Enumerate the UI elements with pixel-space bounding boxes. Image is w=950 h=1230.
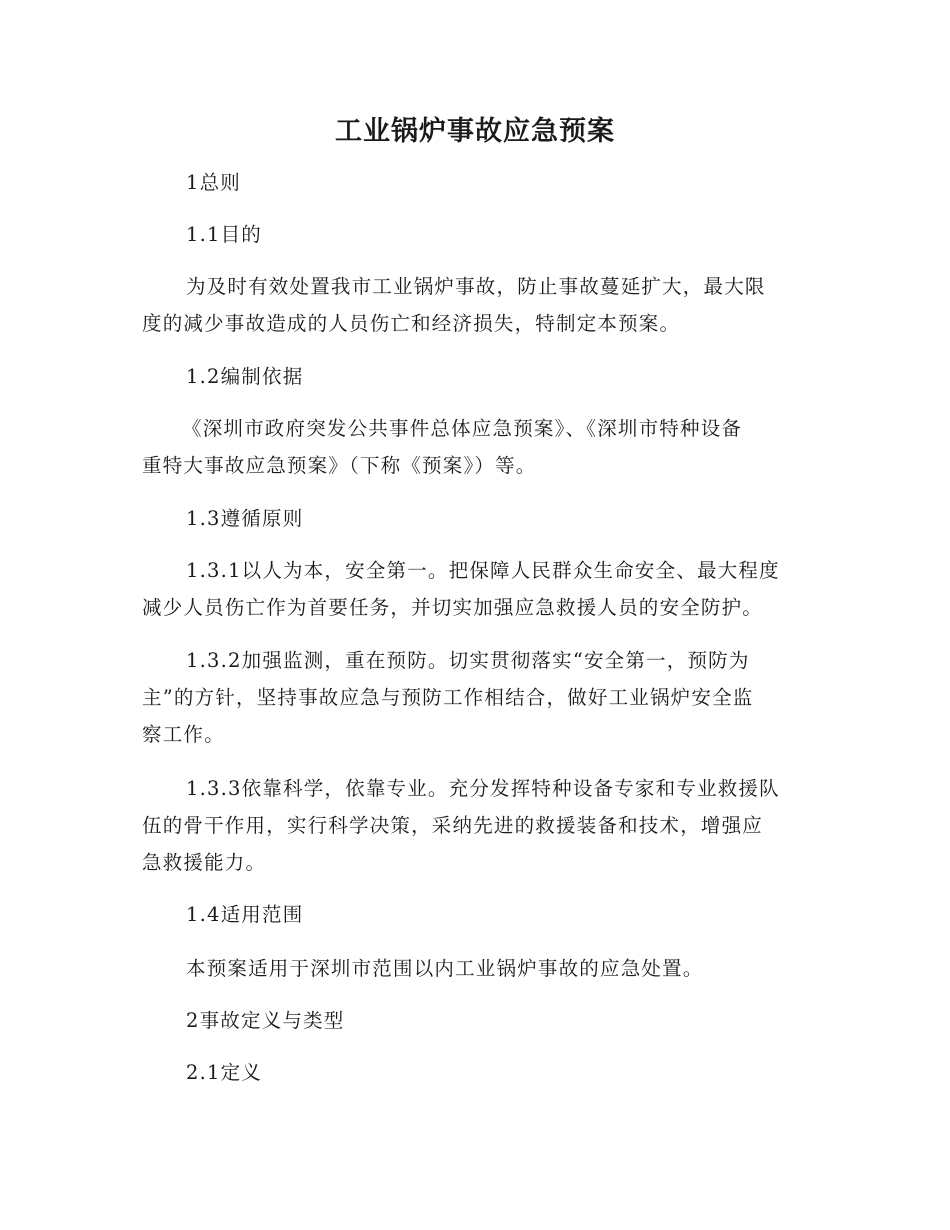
paragraph-line: 重特大事故应急预案》（下称《预案》）等。 (142, 454, 537, 477)
paragraph-line: 1.3.3依靠科学，依靠专业。充分发挥特种设备专家和专业救援队 (186, 777, 780, 800)
heading-text: 1.3遵循原则 (186, 507, 304, 530)
heading-text: 1.4适用范围 (186, 903, 304, 926)
paragraph-line: 本预案适用于深圳市范围以内工业锅炉事故的应急处置。 (186, 957, 704, 980)
heading-text: 1.2编制依据 (186, 365, 304, 388)
document-title: 工业锅炉事故应急预案 (335, 116, 615, 147)
section-heading-1 (142, 164, 810, 201)
paragraph-line: 伍的骨干作用，实行科学决策，采纳先进的救援装备和技术，增强应 (142, 814, 764, 837)
paragraph-principle-1 (142, 552, 810, 626)
heading-text: 2.1定义 (186, 1061, 263, 1084)
section-heading-2 (142, 1002, 810, 1039)
heading-text: 1.1目的 (186, 223, 263, 246)
paragraph-line: 急救援能力。 (142, 851, 267, 874)
paragraph-line: 《深圳市政府突发公共事件总体应急预案》、《深圳市特种设备 (182, 417, 743, 440)
section-heading-2-1 (142, 1054, 810, 1091)
paragraph-line: 主”的方针，坚持事故应急与预防工作相结合，做好工业锅炉安全监 (142, 686, 754, 709)
paragraph-purpose (142, 268, 810, 342)
heading-text: 1总则 (186, 171, 242, 194)
section-heading-1-2 (142, 358, 810, 395)
section-heading-1-3 (142, 500, 810, 537)
section-heading-1-4 (142, 896, 810, 933)
paragraph-line: 1.3.1以人为本，安全第一。把保障人民群众生命安全、最大程度 (186, 559, 780, 582)
heading-text: 2事故定义与类型 (186, 1009, 345, 1032)
paragraph-line: 减少人员伤亡作为首要任务，并切实加强应急救援人员的安全防护。 (142, 596, 764, 619)
paragraph-scope (142, 950, 810, 987)
paragraph-principle-2 (142, 642, 810, 753)
paragraph-line: 1.3.2加强监测，重在预防。切实贯彻落实“安全第一，预防为 (186, 649, 750, 672)
paragraph-line: 度的减少事故造成的人员伤亡和经济损失，特制定本预案。 (142, 312, 681, 335)
paragraph-principle-3 (142, 770, 810, 881)
paragraph-line: 为及时有效处置我市工业锅炉事故，防止事故蔓延扩大，最大限 (186, 275, 766, 298)
section-heading-1-1 (142, 216, 810, 253)
paragraph-line: 察工作。 (142, 723, 225, 746)
paragraph-basis (142, 410, 810, 484)
